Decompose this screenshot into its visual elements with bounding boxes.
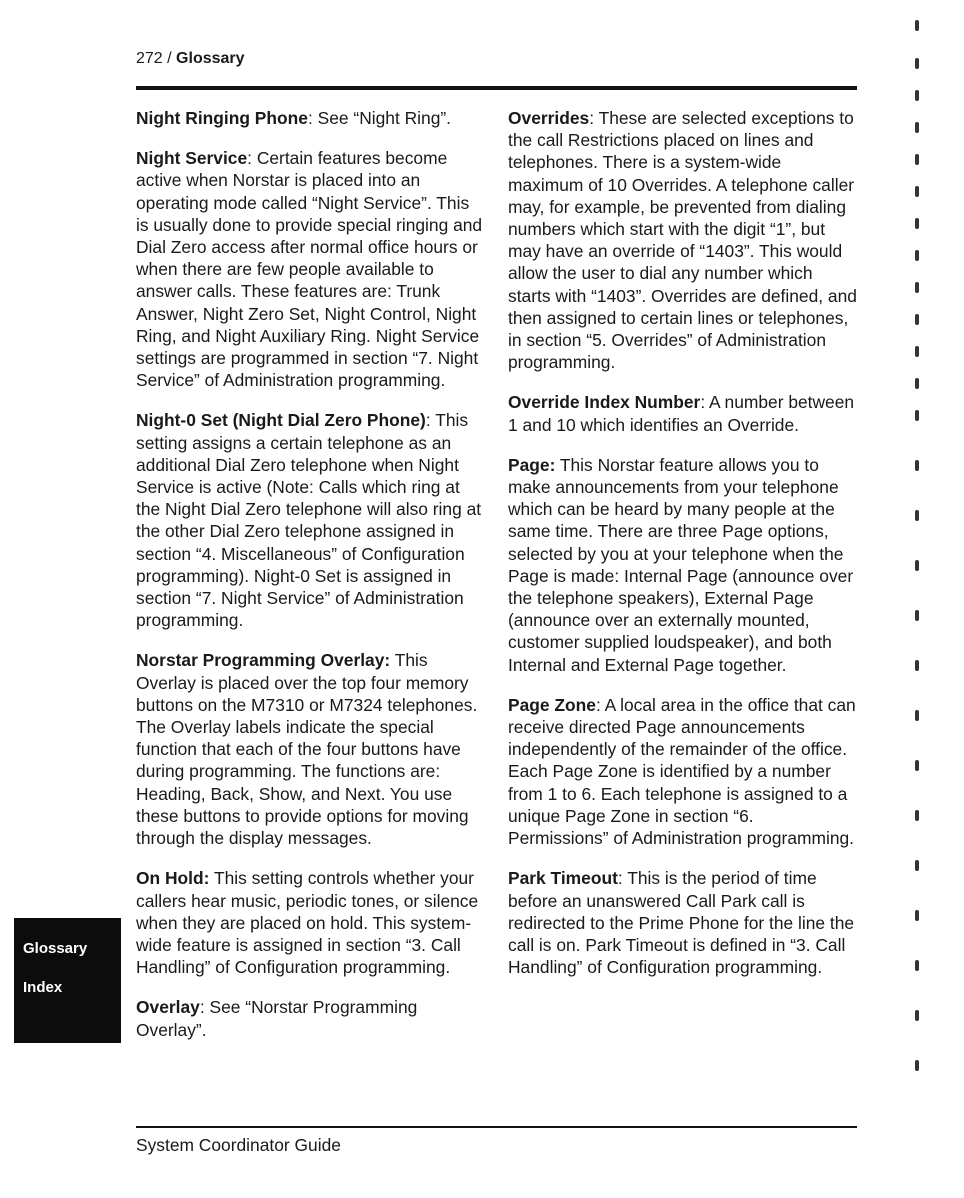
entry-definition: This setting assigns a certain telephone as an additional Dial Zero telephone when Night Service is active (Note: Calls which ring at the Night Dial Zero telephone will also ring at the other Dial Zero telephone assigned in section “4. Miscellaneous” of Configuration programming). Night-0 Set is assigned in section “7. Night Service” of Administration programming. [136,410,482,631]
glossary-entry-page [508,454,858,676]
glossary-entry-overlay: Overlay: See “Norstar Programming Overlay”. [136,997,418,1040]
entry-definition: These are selected exceptions to the call Restrictions placed on lines and telephones. There is a system-wide maximum of 10 Overrides. A telephone caller may, for example, be prevented from dialing numbers which start with the digit “1”, but may have an override of “1403”. This would allow the user to dial any number which starts with “1403”. Overrides are defined, and then assigned to certain lines or telephones, in section “5. Overrides” of Administration programming. [508,108,857,373]
page-number: 272 [136,50,163,67]
entry-term: Night-0 Set (Night Dial Zero Phone) [136,410,426,431]
glossary-entry-overrides: Overrides: These are selected exceptions to the call Restrictions placed on lines and telephones. There is a system-wide maximum of 10 Overrides. A telephone caller may, for example, be prevented from dialing numbers which start with the digit “1”, but may have an override of “1403”. This would allow the user to dial any number which starts with “1403”. Overrides are defined, and then assigned to certain lines or telephones, in section “5. Overrides” of Administration programming. [508,108,857,373]
section-title: Glossary [176,50,245,67]
entry-definition: See “Night Ring”. [317,108,452,128]
glossary-entry-norstar-programming-overlay [136,649,486,849]
glossary-entry-night-0-set: Night-0 Set (Night Dial Zero Phone): This setting assigns a certain telephone as an additional Dial Zero telephone when Night Service is active (Note: Calls which ring at the Night Dial Zero telephone will also ring at the other Dial Zero telephone assigned in section “4. Miscellaneous” of Configuration programming). Night-0 Set is assigned in section “7. Night Service” of Administration programming. [136,410,482,631]
entry-definition: See “Norstar Programming Overlay”. [136,997,418,1040]
tab-index[interactable]: Index [23,979,63,996]
glossary-entry-park-timeout: Park Timeout: This is the period of time before an unanswered Call Park call is redirected to the Prime Phone for the line the call is on. Park Timeout is defined in “3. Call Handling” of Configuration programming. [508,868,855,978]
entry-definition: Certain features become active when Norstar is placed into an operating mode called “Night Service”. This is usually done to provide special ringing and Dial Zero access after normal office hours or when there are few people available to answer calls. These features are: Trunk Answer, Night Zero Set, Night Control, Night Ring, and Night Auxiliary Ring. Night Service settings are programmed in section “7. Night Service” of Administration programming. [136,148,483,391]
entry-definition: A local area in the office that can receive directed Page announcements independently of the remainder of the office. Each Page Zone is identified by a number from 1 to 6. Each telephone is assigned to a unique Page Zone in section “6. Permissions” of Administration programming. [508,694,856,849]
footer-rule [136,1126,857,1128]
page-header [136,50,245,68]
entry-term: On Hold: [136,868,210,889]
glossary-entry-night-ringing-phone: Night Ringing Phone: See “Night Ring”. [136,108,452,128]
glossary-entry-on-hold [136,867,486,978]
glossary-entry-override-index-number: Override Index Number: A number between 1 and 10 which identifies an Override. [508,392,855,435]
binding-hole-marks [912,20,926,1080]
entry-term: Norstar Programming Overlay: [136,650,391,671]
right-column [508,107,858,996]
entry-term: Night Service [136,148,248,169]
entry-definition: This setting controls whether your callers hear music, periodic tones, or silence when they are placed on hold. This system-wide feature is assigned in section “3. Call Handling” of Configuration programming. [136,868,479,978]
tab-glossary[interactable]: Glossary [23,940,88,957]
glossary-entry-page-zone: Page Zone: A local area in the office that can receive directed Page announcements independently of the remainder of the office. Each Page Zone is identified by a number from 1 to 6. Each telephone is assigned to a unique Page Zone in section “6. Permissions” of Administration programming. [508,694,856,849]
entry-term: Night Ringing Phone [136,108,308,128]
entry-term: Page: [508,454,556,475]
entry-term: Page Zone [508,694,596,715]
entry-term: Override Index Number [508,392,701,413]
header-rule [136,86,857,90]
glossary-entry-night-service: Night Service: Certain features become active when Norstar is placed into an operating mode called “Night Service”. This is usually done to provide special ringing and Dial Zero access after normal office hours or when there are few people available to answer calls. These features are: Trunk Answer, Night Zero Set, Night Control, Night Ring, and Night Auxiliary Ring. Night Service settings are programmed in section “7. Night Service” of Administration programming. [136,148,483,391]
entry-definition: This Overlay is placed over the top four memory buttons on the M7310 or M7324 telephones. The Overlay labels indicate the special function that each of the four buttons have during programming. The functions are: Heading, Back, Show, and Next. You use these buttons to provide options for moving through the display messages. [136,650,478,849]
section-tab [14,918,121,1043]
entry-term: Overrides [508,108,590,128]
entry-term: Park Timeout [508,868,618,889]
left-column [136,107,486,1059]
entry-definition: This is the period of time before an unanswered Call Park call is redirected to the Prime Phone for the line the call is on. Park Timeout is defined in “3. Call Handling” of Configuration programming. [508,868,855,978]
entry-term: Overlay [136,997,200,1018]
footer-title: System Coordinator Guide [136,1135,341,1155]
entry-definition: A number between 1 and 10 which identifies an Override. [508,392,855,435]
entry-definition: This Norstar feature allows you to make announcements from your telephone which can be heard by many people at the same time. There are three Page options, selected by you at your telephone when the Page is made: Internal Page (announce over the telephone speakers), External Page (announce over an externally mounted, customer supplied loudspeaker), and both Internal and External Page together. [508,454,854,675]
header-separator: / [162,50,177,67]
